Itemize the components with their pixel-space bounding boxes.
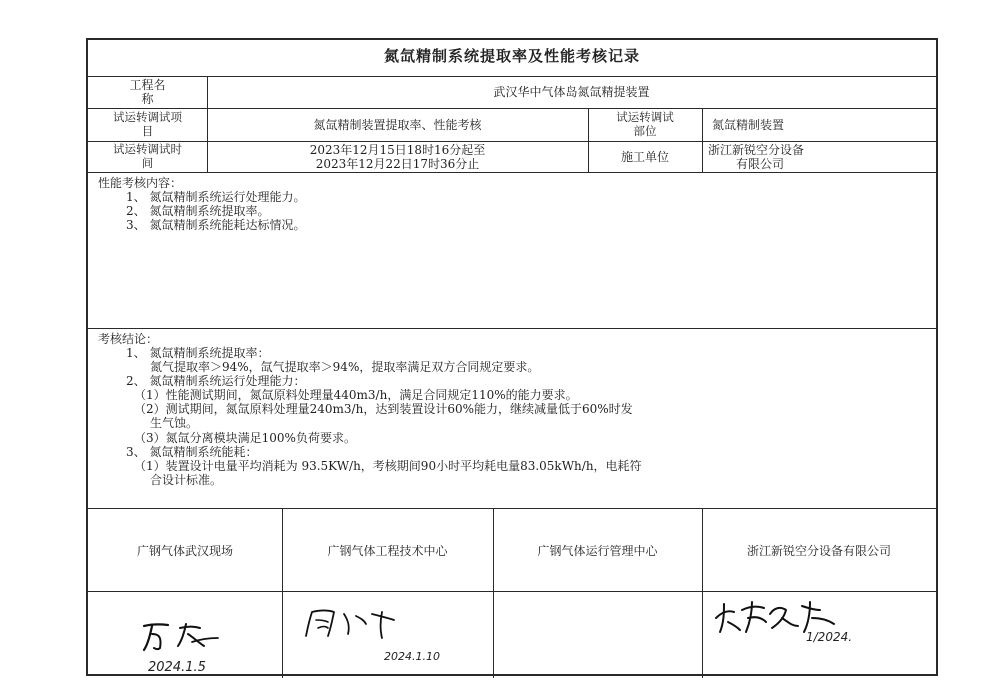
rule — [702, 508, 703, 678]
conclusion-line: （1）性能测试期间，氮氙原料处理量440m3/h，满足合同规定110%的能力要求。 — [134, 388, 578, 402]
test-time-start: 2023年12月15日18时16分起至 — [309, 143, 486, 157]
test-item-label-cont: 目 — [141, 124, 154, 138]
test-dept-label: 试运转调试 — [616, 110, 674, 124]
signature-date-engineering: 2024.1.10 — [384, 650, 440, 663]
rule — [702, 108, 703, 172]
conclusion-line: （3）氮氙分离模块满足100%负荷要求。 — [134, 431, 356, 445]
project-label-cont: 称 — [141, 92, 154, 106]
test-time-label: 试运转调试时 — [113, 142, 182, 156]
rule — [88, 508, 936, 509]
conclusion-line: 氮气提取率＞94%，氙气提取率＞94%，提取率满足双方合同规定要求。 — [150, 360, 540, 374]
signoff-unit-xinrui: 浙江新锐空分设备有限公司 — [746, 544, 891, 558]
conclusion-heading: 考核结论： — [98, 332, 159, 346]
test-time-label-cont: 间 — [141, 156, 154, 170]
test-item-label: 试运转调试项 — [113, 110, 182, 124]
performance-heading: 性能考核内容： — [98, 176, 183, 190]
record-form — [86, 38, 938, 676]
rule — [88, 76, 936, 77]
rule — [88, 172, 936, 173]
construction-unit-value: 浙江新锐空分设备 — [708, 143, 805, 157]
rule — [88, 141, 936, 142]
signature-date-xinrui: 1/2024. — [806, 630, 853, 644]
signature-wuhan — [138, 616, 228, 656]
conclusion-line: 生气蚀。 — [150, 416, 199, 430]
project-value: 武汉华中气体岛氮氙精提装置 — [493, 85, 650, 99]
signoff-unit-operations: 广钢气体运行管理中心 — [537, 544, 658, 558]
page-title: 氮氙精制系统提取率及性能考核记录 — [383, 47, 640, 65]
conclusion-line: 1、 氮氙精制系统提取率： — [126, 346, 270, 360]
rule — [88, 328, 936, 329]
test-item-value: 氮氙精制装置提取率、性能考核 — [313, 118, 482, 132]
test-time-end: 2023年12月22日17时36分止 — [315, 157, 480, 171]
rule — [88, 591, 936, 592]
conclusion-line: （2）测试期间，氮氙原料处理量240m3/h，达到装置设计60%能力，继续减量低于60%时发 — [134, 402, 633, 416]
conclusion-line: 2、 氮氙精制系统运行处理能力： — [126, 374, 306, 388]
conclusion-line: 3、 氮氙精制系统能耗： — [126, 445, 258, 459]
signature-date-wuhan: 2024.1.5 — [148, 660, 206, 675]
signature-engineering — [300, 606, 410, 642]
project-label: 工程名 — [129, 78, 166, 92]
rule — [282, 508, 283, 678]
rule — [88, 108, 936, 109]
test-dept-value: 氮氙精制装置 — [712, 118, 785, 132]
performance-item: 3、 氮氙精制系统能耗达标情况。 — [126, 218, 306, 232]
construction-unit-label: 施工单位 — [620, 150, 669, 164]
conclusion-line: 合设计标准。 — [150, 473, 223, 487]
performance-item: 2、 氮氙精制系统提取率。 — [126, 204, 270, 218]
signoff-unit-engineering: 广钢气体工程技术中心 — [327, 544, 448, 558]
test-dept-label-cont: 部位 — [633, 124, 657, 138]
rule — [493, 508, 494, 678]
signoff-unit-wuhan: 广钢气体武汉现场 — [136, 544, 233, 558]
construction-unit-value-cont: 有限公司 — [736, 157, 785, 171]
conclusion-line: （1）装置设计电量平均消耗为 93.5KW/h，考核期间90小时平均耗电量83.05kWh/h，电耗符 — [134, 459, 642, 473]
performance-item: 1、 氮氙精制系统运行处理能力。 — [126, 190, 306, 204]
